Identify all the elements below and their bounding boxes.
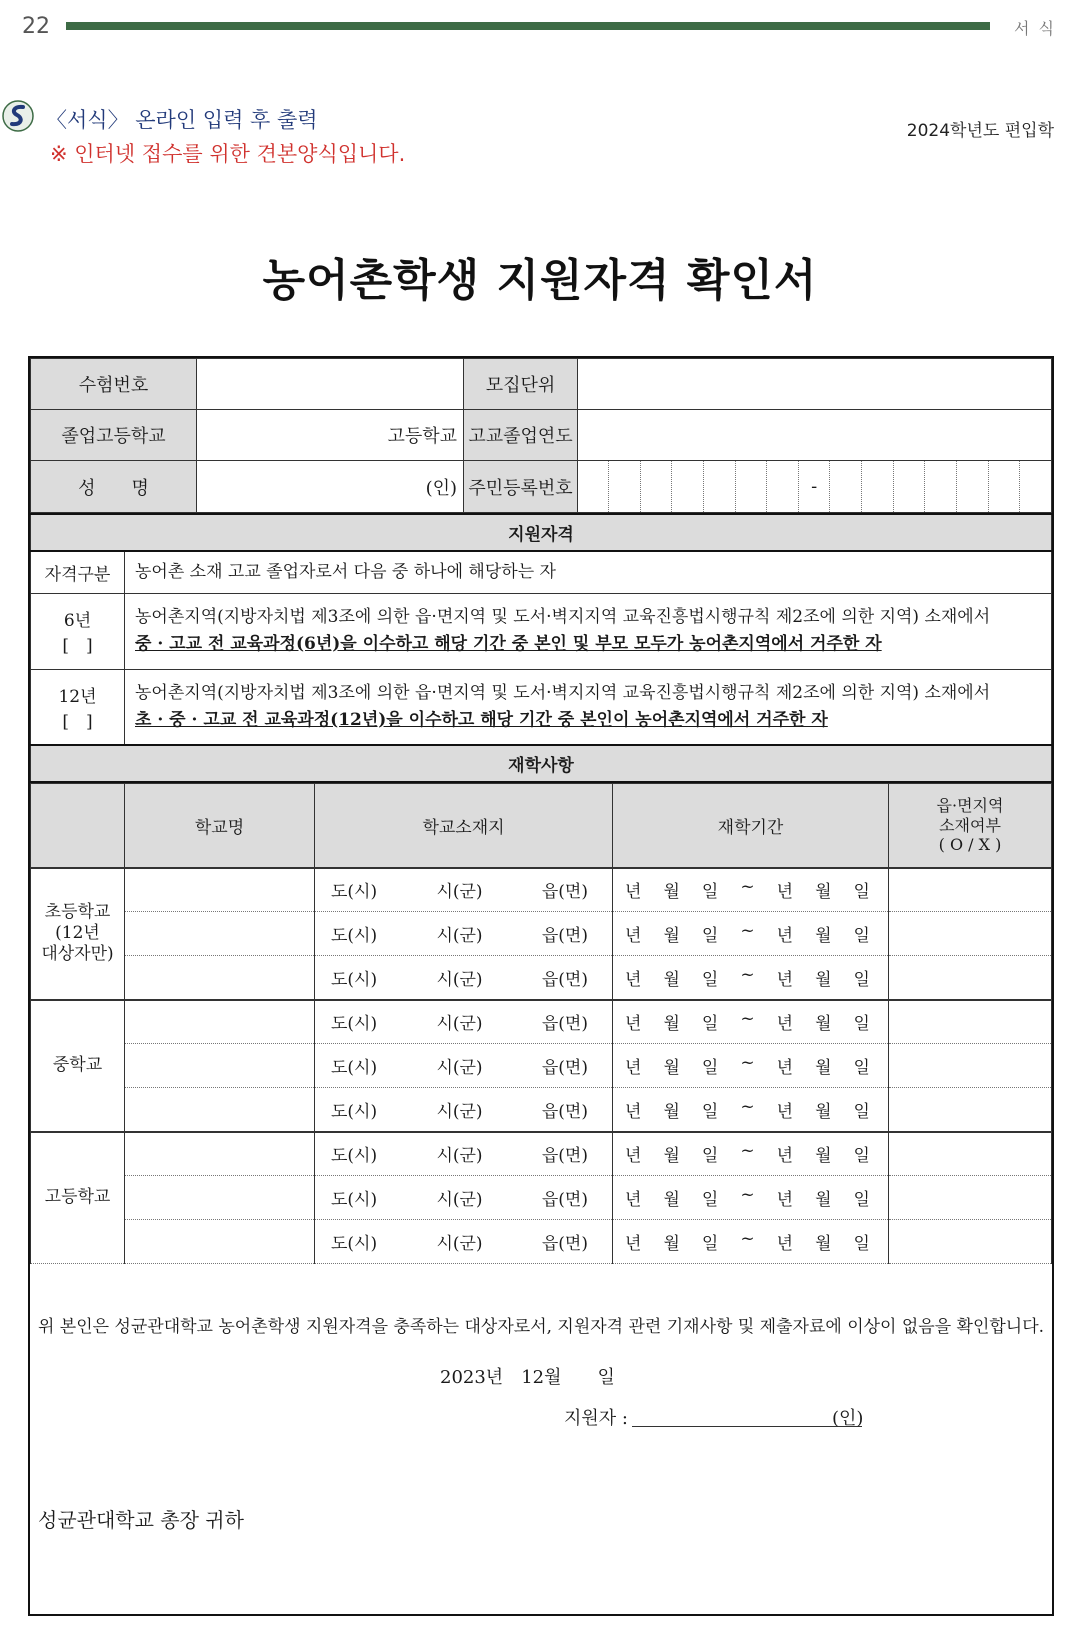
eligibility-table: [30, 513, 1052, 783]
school-row: [31, 956, 1052, 1000]
addr-unit-do: 도(시): [331, 1234, 378, 1254]
addr-unit-eup: 읍(면): [541, 1190, 588, 1210]
schooling-band: 재학사항: [31, 745, 1052, 782]
addr-unit-do: 도(시): [331, 969, 378, 990]
period-unit-m: 월: [663, 969, 680, 990]
period-unit-tilde: ~: [740, 1141, 755, 1162]
addr-unit-do: 도(시): [331, 926, 378, 946]
period-unit-m: 월: [663, 882, 680, 903]
period-unit-y: 년: [776, 926, 794, 946]
type-label: 자격구분: [31, 551, 125, 593]
rural-field[interactable]: [889, 1220, 1052, 1264]
period-unit-d: 일: [853, 969, 870, 990]
addr-unit-eup: 읍(면): [541, 1058, 588, 1078]
period-unit-d: 일: [853, 1190, 870, 1210]
period-unit-y: 년: [776, 1234, 794, 1254]
signature-field[interactable]: [632, 1426, 862, 1427]
year-tag: 2024학년도 편입학: [906, 121, 1054, 141]
period-unit-d: 일: [701, 1146, 719, 1167]
grad-year-label: 고교졸업연도: [464, 410, 578, 461]
applicant-info-table: [30, 358, 1052, 513]
school-addr-field[interactable]: [315, 1132, 613, 1176]
addr-unit-do: 도(시): [331, 882, 378, 903]
twelve-year-condition: 초 · 중 · 고교 전 교육과정(12년)을 이수하고 해당 기간 중 본인이 농어촌지역에서 거주한 자: [135, 709, 828, 730]
school-level-label: 중학교: [31, 1000, 125, 1132]
period-unit-m: 월: [663, 1101, 680, 1122]
rural-field[interactable]: [889, 868, 1052, 912]
period-field[interactable]: [613, 1000, 889, 1044]
period-unit-tilde: ~: [740, 1185, 755, 1205]
level-header: [31, 784, 125, 868]
period-unit-y: 년: [625, 1190, 642, 1210]
period-unit-y: 년: [776, 1146, 794, 1167]
period-unit-m: 월: [815, 1146, 832, 1167]
school-addr-field[interactable]: [315, 1220, 613, 1264]
six-year-option[interactable]: [31, 593, 125, 669]
school-row: [31, 1000, 1052, 1044]
school-row: [31, 1088, 1052, 1132]
addr-unit-eup: 읍(면): [541, 1014, 588, 1035]
type-value: 농어촌 소재 고교 졸업자로서 다음 중 하나에 해당하는 자: [125, 551, 1052, 593]
twelve-year-option[interactable]: [31, 669, 125, 745]
school-field[interactable]: [197, 410, 464, 461]
addr-unit-si: 시(군): [436, 969, 483, 990]
name-label: 성 명: [31, 461, 197, 513]
period-field[interactable]: [613, 1176, 889, 1220]
confirmation-statement: 위 본인은 성균관대학교 농어촌학생 지원자격을 충족하는 대상자로서, 지원자격 관련 기재사항 및 제출자료에 이상이 없음을 확인합니다.: [37, 1317, 1045, 1337]
period-unit-d: 일: [853, 882, 870, 903]
period-unit-d: 일: [701, 1234, 719, 1254]
rrn-digit[interactable]: [736, 461, 768, 512]
period-unit-tilde: ~: [740, 877, 755, 898]
addressee: 성균관대학교 총장 귀하: [38, 1508, 244, 1532]
period-unit-m: 월: [663, 1146, 680, 1167]
period-unit-y: 년: [625, 1058, 642, 1078]
addr-unit-eup: 읍(면): [541, 1146, 588, 1167]
period-unit-m: 월: [663, 1014, 680, 1035]
addr-unit-eup: 읍(면): [541, 1101, 588, 1122]
rrn-digit[interactable]: [1020, 461, 1051, 512]
school-addr-field[interactable]: [315, 1176, 613, 1220]
period-unit-d: 일: [701, 1101, 719, 1122]
rrn-digit[interactable]: [925, 461, 957, 512]
period-field[interactable]: [613, 1220, 889, 1264]
period-unit-d: 일: [853, 1014, 870, 1035]
period-unit-y: 년: [625, 969, 642, 990]
period-field[interactable]: [613, 1088, 889, 1132]
period-field[interactable]: [613, 868, 889, 912]
period-unit-m: 월: [815, 1190, 832, 1210]
period-unit-tilde: ~: [740, 964, 755, 985]
period-field[interactable]: [613, 956, 889, 1000]
period-unit-m: 월: [663, 1190, 680, 1210]
addr-unit-do: 도(시): [331, 1101, 378, 1122]
school-name-field[interactable]: [125, 1000, 315, 1044]
school-addr-header: 학교소재지: [315, 784, 613, 868]
addr-unit-si: 시(군): [436, 1058, 483, 1078]
rural-field[interactable]: [889, 912, 1052, 956]
period-unit-y: 년: [625, 1101, 642, 1122]
rrn-digit[interactable]: [862, 461, 894, 512]
period-unit-d: 일: [701, 1014, 719, 1035]
rural-field[interactable]: [889, 1044, 1052, 1088]
school-level-label: 고등학교: [31, 1132, 125, 1264]
period-unit-m: 월: [663, 1058, 680, 1078]
section-tag: 서 식: [1014, 19, 1056, 38]
school-name-header: 학교명: [125, 784, 315, 868]
school-name-field[interactable]: [125, 956, 315, 1000]
rural-header: 읍·면지역 소재여부 ( O / X ): [889, 784, 1052, 868]
rrn-digit[interactable]: [767, 461, 799, 512]
rrn-dash: -: [799, 461, 831, 512]
addr-unit-si: 시(군): [436, 1190, 483, 1210]
period-unit-m: 월: [815, 1014, 832, 1035]
period-unit-d: 일: [853, 1058, 870, 1078]
rrn-digit[interactable]: [957, 461, 989, 512]
school-addr-field[interactable]: [315, 868, 613, 912]
name-field[interactable]: [197, 461, 464, 513]
school-name-field[interactable]: [125, 912, 315, 956]
period-unit-d: 일: [701, 1058, 719, 1078]
period-unit-m: 월: [815, 969, 832, 990]
school-row: [31, 912, 1052, 956]
addr-unit-eup: 읍(면): [541, 1234, 588, 1254]
page-number: 22: [22, 14, 50, 39]
period-field[interactable]: [613, 1132, 889, 1176]
twelve-year-label: 12년: [58, 686, 97, 707]
signer-label: 지원자 :: [564, 1408, 628, 1429]
eligibility-band: 지원자격: [31, 514, 1052, 551]
school-name-field[interactable]: [125, 1044, 315, 1088]
schooling-table: [30, 783, 1052, 1264]
school-name-field[interactable]: [125, 1220, 315, 1264]
period-unit-m: 월: [815, 926, 832, 946]
addr-unit-si: 시(군): [436, 1234, 483, 1254]
six-year-text: 농어촌지역(지방자치법 제3조에 의한 읍·면지역 및 도서·벽지지역 교육진흥법시행규칙 제2조에 의한 지역) 소재에서: [135, 606, 991, 627]
school-addr-field[interactable]: [315, 1000, 613, 1044]
period-header: 재학기간: [613, 784, 889, 868]
name-seal: (인): [425, 477, 457, 499]
period-unit-y: 년: [776, 969, 794, 990]
school-level-label: 초등학교 (12년 대상자만): [31, 868, 125, 1000]
rrn-digit[interactable]: [989, 461, 1021, 512]
addr-unit-si: 시(군): [436, 926, 483, 946]
school-name-field[interactable]: [125, 1176, 315, 1220]
unit-label: 모집단위: [464, 359, 578, 410]
period-unit-d: 일: [853, 926, 870, 946]
university-emblem-icon: [2, 98, 34, 134]
school-name-field[interactable]: [125, 1132, 315, 1176]
addr-unit-eup: 읍(면): [541, 926, 588, 946]
date-line: 2023년 12월 일: [440, 1367, 615, 1388]
school-addr-field[interactable]: [315, 1088, 613, 1132]
rrn-label: 주민등록번호: [464, 461, 578, 513]
period-unit-m: 월: [815, 1058, 832, 1078]
addr-unit-do: 도(시): [331, 1190, 378, 1210]
period-unit-y: 년: [625, 1146, 642, 1167]
rrn-digit[interactable]: [641, 461, 673, 512]
period-unit-d: 일: [701, 969, 719, 990]
rural-field[interactable]: [889, 1132, 1052, 1176]
period-unit-tilde: ~: [740, 921, 755, 941]
period-unit-y: 년: [625, 926, 642, 946]
school-addr-field[interactable]: [315, 912, 613, 956]
addr-unit-do: 도(시): [331, 1146, 378, 1167]
signature-line: [564, 1404, 864, 1430]
grad-year-field[interactable]: [578, 410, 1052, 461]
six-year-condition: 중 · 고교 전 교육과정(6년)을 이수하고 해당 기간 중 본인 및 부모 모두가 농어촌지역에서 거주한 자: [135, 634, 882, 654]
twelve-year-checkbox[interactable]: [ ]: [62, 711, 93, 732]
period-unit-m: 월: [815, 1101, 832, 1122]
period-unit-d: 일: [701, 882, 719, 903]
period-unit-tilde: ~: [740, 1096, 755, 1117]
addr-unit-eup: 읍(면): [541, 969, 588, 990]
school-row: [31, 1220, 1052, 1264]
rural-field[interactable]: [889, 956, 1052, 1000]
header-rule: [66, 22, 990, 30]
period-unit-m: 월: [815, 882, 832, 903]
school-row: [31, 1044, 1052, 1088]
rrn-digit[interactable]: [830, 461, 862, 512]
period-unit-m: 월: [815, 1234, 832, 1254]
school-row: [31, 1132, 1052, 1176]
period-unit-y: 년: [776, 1014, 794, 1035]
rrn-digit[interactable]: [672, 461, 704, 512]
notice-text: ※ 인터넷 접수를 위한 견본양식입니다.: [50, 142, 406, 166]
period-unit-d: 일: [853, 1101, 870, 1122]
exam-no-label: 수험번호: [31, 359, 197, 410]
period-unit-tilde: ~: [740, 1053, 755, 1073]
rrn-field[interactable]: [578, 461, 1052, 513]
period-field[interactable]: [613, 912, 889, 956]
period-unit-d: 일: [853, 1146, 870, 1167]
period-unit-d: 일: [701, 926, 719, 946]
period-unit-d: 일: [853, 1234, 870, 1254]
rrn-digit[interactable]: [704, 461, 736, 512]
addr-unit-si: 시(군): [436, 1146, 483, 1167]
school-row: [31, 1176, 1052, 1220]
school-suffix: 고등학교: [387, 426, 457, 447]
period-unit-y: 년: [625, 882, 642, 903]
rural-field[interactable]: [889, 1000, 1052, 1044]
addr-unit-si: 시(군): [436, 1014, 483, 1035]
rrn-digit[interactable]: [894, 461, 926, 512]
school-name-field[interactable]: [125, 1088, 315, 1132]
addr-unit-eup: 읍(면): [541, 882, 588, 903]
signer-seal: (인): [832, 1408, 864, 1429]
rural-field[interactable]: [889, 1088, 1052, 1132]
unit-field[interactable]: [578, 359, 1052, 410]
addr-unit-do: 도(시): [331, 1014, 378, 1035]
addr-unit-si: 시(군): [436, 882, 483, 903]
form-frame: [28, 356, 1054, 1616]
school-addr-field[interactable]: [315, 956, 613, 1000]
addr-unit-si: 시(군): [436, 1101, 483, 1122]
exam-no-field[interactable]: [197, 359, 464, 410]
form-tag: 〈서식〉 온라인 입력 후 출력: [46, 108, 318, 132]
six-year-label: 6년: [63, 611, 92, 631]
period-unit-d: 일: [701, 1190, 719, 1210]
period-unit-y: 년: [776, 882, 794, 903]
twelve-year-text: 농어촌지역(지방자치법 제3조에 의한 읍·면지역 및 도서·벽지지역 교육진흥법시행규칙 제2조에 의한 지역) 소재에서: [135, 682, 991, 703]
period-unit-y: 년: [625, 1234, 642, 1254]
period-unit-m: 월: [663, 926, 680, 946]
rrn-digit[interactable]: [609, 461, 641, 512]
period-unit-tilde: ~: [740, 1229, 755, 1249]
school-addr-field[interactable]: [315, 1044, 613, 1088]
school-name-field[interactable]: [125, 868, 315, 912]
period-field[interactable]: [613, 1044, 889, 1088]
period-unit-y: 년: [776, 1190, 794, 1210]
period-unit-y: 년: [776, 1058, 794, 1078]
school-row: [31, 868, 1052, 912]
six-year-checkbox[interactable]: [ ]: [62, 636, 93, 656]
addr-unit-do: 도(시): [331, 1058, 378, 1078]
period-unit-y: 년: [625, 1014, 642, 1035]
period-unit-m: 월: [663, 1234, 680, 1254]
period-unit-tilde: ~: [740, 1009, 755, 1030]
school-label: 졸업고등학교: [31, 410, 197, 461]
document-title: 농어촌학생 지원자격 확인서: [262, 255, 818, 306]
period-unit-y: 년: [776, 1101, 794, 1122]
rural-field[interactable]: [889, 1176, 1052, 1220]
